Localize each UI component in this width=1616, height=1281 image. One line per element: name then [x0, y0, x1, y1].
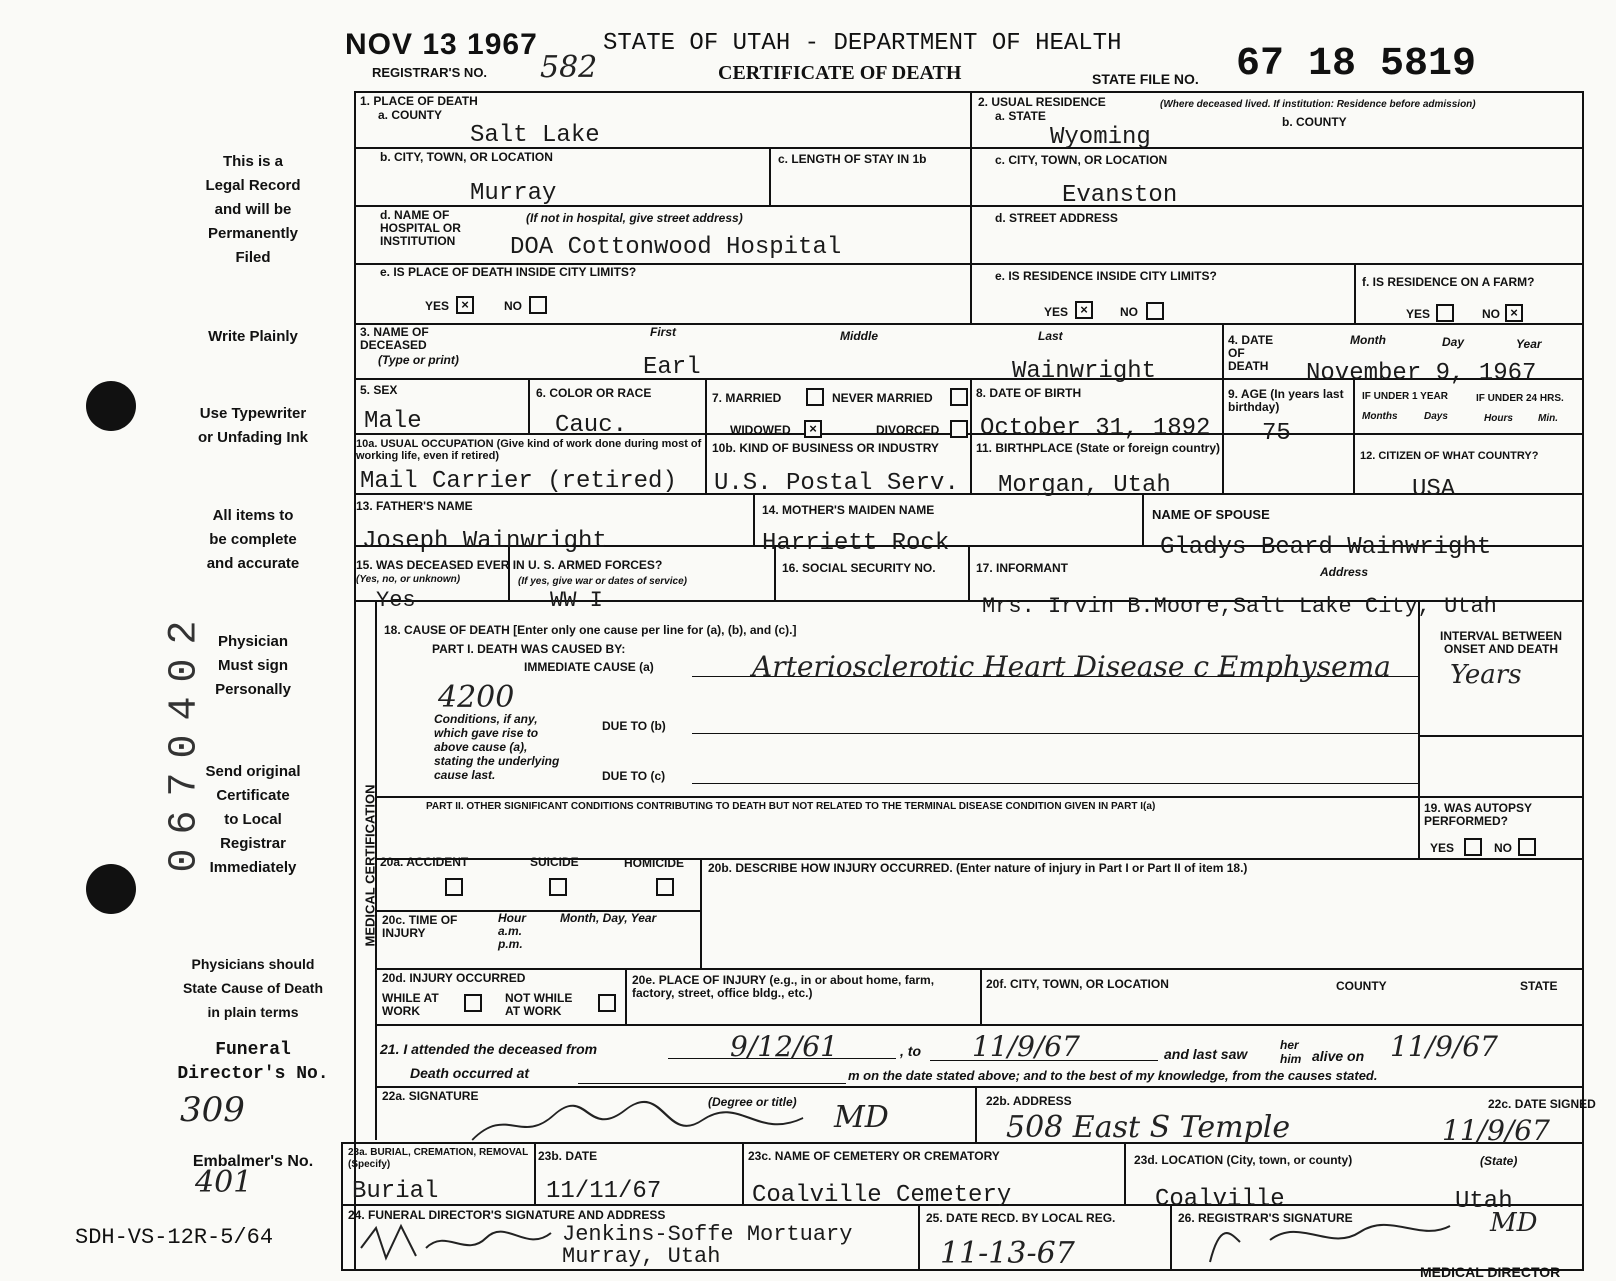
label-interval: INTERVAL BETWEEN ONSET AND DEATH [1439, 629, 1562, 656]
received-stamp: NOV 13 1967 [345, 28, 538, 61]
punch-hole-top [86, 381, 136, 431]
label-armed-note-b: (If yes, give war or dates of service) [518, 576, 687, 587]
label-signature: 22a. SIGNATURE [382, 1089, 479, 1103]
value-physician-address: 508 East S Temple [1006, 1110, 1291, 1145]
label-length-stay: c. LENGTH OF STAY IN 1b [778, 152, 927, 166]
label-hours: Hours [1484, 413, 1513, 424]
value-first-name: Earl [643, 354, 701, 381]
label-location: 23d. LOCATION (City, town, or county) [1134, 1153, 1353, 1167]
label-place-injury: 20e. PLACE OF INJURY (e.g., in or about home, farm, factory, street, office bldg., etc.) [632, 973, 935, 1000]
label-sex: 5. SEX [360, 383, 398, 397]
label-state-a: a. STATE [995, 109, 1046, 123]
state-department-title: STATE OF UTAH - DEPARTMENT OF HEALTH [603, 30, 1122, 57]
funeral-signature-scribble [356, 1218, 556, 1266]
value-date-recd: 11-13-67 [940, 1236, 1075, 1271]
label-citizen: 12. CITIZEN OF WHAT COUNTRY? [1360, 450, 1539, 462]
value-attended-from: 9/12/61 [730, 1030, 838, 1063]
value-funeral-city: Murray, Utah [562, 1244, 721, 1269]
label-injury-state: STATE [1520, 979, 1558, 993]
label-cemetery: 23c. NAME OF CEMETERY OR CREMATORY [748, 1149, 1000, 1163]
checkbox-place-inside-city-no[interactable] [529, 296, 547, 314]
value-registrar-md: MD [1490, 1208, 1538, 1238]
label-part1: PART I. DEATH WAS CAUSED BY: [432, 642, 626, 656]
value-citizen: USA [1412, 476, 1456, 503]
checkbox-while-work[interactable] [464, 994, 482, 1012]
registrar-no: 582 [540, 50, 598, 85]
label-burial: 23a. BURIAL, CREMATION, REMOVAL (Specify) [348, 1147, 529, 1170]
certificate-title: CERTIFICATE OF DEATH [718, 62, 962, 84]
state-file-label: STATE FILE NO. [1092, 71, 1199, 87]
label-address-22b: 22b. ADDRESS [986, 1094, 1072, 1108]
vertical-serial-number: 0670402 [162, 606, 208, 873]
label-never-married: NEVER MARRIED [832, 391, 933, 405]
value-date-signed: 11/9/67 [1442, 1114, 1550, 1147]
value-informant: Mrs. Irvin B.Moore,Salt Lake City, Utah [982, 594, 1497, 619]
label-married: 7. MARRIED [712, 391, 782, 405]
label-hospital: d. NAME OF HOSPITAL OR INSTITUTION [380, 208, 461, 248]
label-injury-county: COUNTY [1336, 979, 1387, 993]
sidebar-embalmer-label: Embalmer's No. [192, 1153, 314, 1170]
checkbox-not-while-work[interactable] [598, 994, 616, 1012]
label-hour-am-pm: Hour a.m. p.m. [498, 911, 526, 951]
sidebar-typewriter: Use Typewriter or Unfading Ink [198, 405, 308, 446]
label-date-death: 4. DATE OF DEATH [1228, 333, 1274, 373]
value-immediate-cause: Arteriosclerotic Heart Disease c Emphysema [752, 650, 1391, 683]
label-to: , to [900, 1043, 921, 1059]
label-alive-on: alive on [1312, 1048, 1365, 1064]
registrar-signature [1200, 1212, 1460, 1272]
checkbox-accident[interactable] [445, 878, 463, 896]
label-name-deceased: 3. NAME OF DECEASED [360, 325, 429, 352]
label-year: Year [1516, 337, 1542, 351]
label-injury-desc: 20b. DESCRIBE HOW INJURY OCCURRED. (Enter nature of injury in Part I or Part II of item 18.) [708, 861, 1248, 875]
label-date-recd: 25. DATE RECD. BY LOCAL REG. [926, 1211, 1116, 1225]
value-funeral-home: Jenkins-Soffe Mortuary [562, 1222, 853, 1247]
checkbox-place-inside-city-yes[interactable]: × [456, 296, 474, 314]
label-yes-2: YES [1044, 305, 1069, 319]
label-medical-certification: MEDICAL CERTIFICATION [362, 784, 378, 947]
label-death-occurred: Death occurred at [410, 1065, 530, 1081]
label-widowed: WIDOWED [730, 423, 791, 437]
label-not-while-work: NOT WHILE AT WORK [505, 991, 573, 1018]
value-county: Salt Lake [470, 122, 600, 149]
value-location-state: Utah [1455, 1188, 1513, 1215]
form-number: SDH-VS-12R-5/64 [75, 1225, 274, 1250]
sidebar-write-plainly: Write Plainly [208, 328, 298, 345]
value-race: Cauc. [555, 412, 628, 439]
value-occupation: Mail Carrier (retired) [360, 468, 677, 495]
label-inside-city: e. IS PLACE OF DEATH INSIDE CITY LIMITS? [380, 265, 637, 279]
label-conditions: Conditions, if any, which gave rise to above cause (a), stating the underlying cause last. [434, 712, 560, 782]
label-yes-3: YES [1406, 307, 1431, 321]
value-res-state: Wyoming [1050, 124, 1151, 151]
label-due-c: DUE TO (c) [602, 769, 666, 783]
label-hospital-note: (If not in hospital, give street address) [526, 211, 743, 225]
value-father: Joseph Wainwright [362, 528, 607, 555]
value-res-city: Evanston [1062, 182, 1178, 209]
value-attended-to: 11/9/67 [972, 1030, 1080, 1063]
label-usual-residence: 2. USUAL RESIDENCE [978, 95, 1106, 109]
value-burial: Burial [352, 1178, 439, 1205]
label-days: Days [1424, 411, 1448, 422]
label-due-b: DUE TO (b) [602, 719, 666, 733]
label-informant: 17. INFORMANT [976, 561, 1069, 575]
label-county-a: a. COUNTY [378, 108, 443, 122]
label-cause-death: 18. CAUSE OF DEATH [Enter only one cause per line for (a), (b), and (c).] [384, 623, 797, 637]
sidebar-legal-record: This is a Legal Record and will be Permanently Filed [205, 153, 301, 266]
checkbox-autopsy-no[interactable] [1518, 838, 1536, 856]
value-interval: Years [1450, 660, 1522, 690]
label-ssn: 16. SOCIAL SECURITY NO. [782, 561, 936, 575]
label-part2: PART II. OTHER SIGNIFICANT CONDITIONS CONTRIBUTING TO DEATH BUT NOT RELATED TO THE TERMINAL DISEASE CONDITION GIVEN IN PART I(a) [426, 801, 1156, 812]
label-middle: Middle [840, 329, 878, 343]
sidebar-all-items: All items to be complete and accurate [206, 507, 300, 572]
sidebar-physicians-state: Physicians should State Cause of Death in plain terms [182, 956, 324, 1020]
checkbox-divorced[interactable] [950, 420, 968, 438]
label-time-injury: 20c. TIME OF INJURY [382, 913, 458, 940]
label-autopsy: 19. WAS AUTOPSY PERFORMED? [1424, 801, 1532, 828]
embalmer-no: 401 [195, 1165, 253, 1200]
label-under-1yr: IF UNDER 1 YEAR [1362, 391, 1448, 402]
value-last-saw: 11/9/67 [1390, 1030, 1498, 1063]
value-spouse: Gladys Beard Wainwright [1160, 534, 1492, 561]
registrar-signature-scribble [1200, 1212, 1460, 1268]
checkbox-res-inside-city-no[interactable] [1146, 302, 1164, 320]
label-homicide: HOMICIDE [624, 856, 684, 870]
funeral-director-no: 309 [180, 1090, 245, 1130]
label-autopsy-yes: YES [1430, 841, 1455, 855]
value-physician-degree: MD [834, 1100, 889, 1135]
registrar-no-label: REGISTRAR'S NO. [372, 65, 488, 80]
label-medical-director: MEDICAL DIRECTOR [1420, 1264, 1561, 1280]
label-while-work: WHILE AT WORK [382, 991, 439, 1018]
label-degree: (Degree or title) [708, 1095, 797, 1109]
checkbox-homicide[interactable] [656, 878, 674, 896]
value-last-name: Wainwright [1012, 358, 1157, 385]
value-war: WW I [550, 588, 603, 613]
label-spouse: NAME OF SPOUSE [1152, 507, 1270, 522]
label-date-signed: 22c. DATE SIGNED [1488, 1097, 1596, 1111]
checkbox-autopsy-yes[interactable] [1464, 838, 1482, 856]
label-first: First [650, 325, 677, 339]
label-state-23: (State) [1480, 1154, 1518, 1168]
checkbox-widowed[interactable]: × [804, 420, 822, 438]
label-res-city: c. CITY, TOWN, OR LOCATION [995, 153, 1168, 167]
label-date-23b: 23b. DATE [538, 1149, 598, 1163]
label-place-of-death: 1. PLACE OF DEATH [360, 94, 478, 108]
label-injury-occurred: 20d. INJURY OCCURRED [382, 971, 526, 985]
checkbox-farm-no[interactable]: × [1505, 304, 1523, 322]
label-day: Day [1442, 335, 1465, 349]
label-attended-from: 21. I attended the deceased from [380, 1041, 598, 1057]
value-cause-code: 4200 [438, 680, 515, 715]
label-occupation: 10a. USUAL OCCUPATION (Give kind of work done during most of working life, even if retired) [356, 438, 702, 462]
label-min: Min. [1538, 413, 1558, 424]
label-armed-note-a: (Yes, no, or unknown) [356, 574, 461, 585]
label-death-statement: m on the date stated above; and to the best of my knowledge, from the causes stated. [848, 1068, 1378, 1083]
label-business: 10b. KIND OF BUSINESS OR INDUSTRY [712, 441, 939, 455]
value-burial-date: 11/11/67 [546, 1178, 662, 1205]
label-county-b: b. COUNTY [1282, 115, 1347, 129]
label-no-3: NO [1482, 307, 1500, 321]
label-him-her: her him [1280, 1038, 1302, 1066]
checkbox-never-married[interactable] [950, 388, 968, 406]
label-dob: 8. DATE OF BIRTH [976, 386, 1082, 400]
label-usual-residence-note: (Where deceased lived. If institution: Residence before admission) [1160, 99, 1476, 110]
label-accident: 20a. ACCIDENT [380, 855, 469, 869]
label-father: 13. FATHER'S NAME [356, 499, 473, 513]
value-hospital: DOA Cottonwood Hospital [510, 234, 842, 261]
label-address: Address [1320, 565, 1369, 579]
label-type-print: (Type or print) [378, 353, 459, 367]
value-dob: October 31, 1892 [980, 415, 1211, 442]
value-cemetery: Coalville Cemetery [752, 1182, 1012, 1209]
value-location: Coalville [1155, 1186, 1285, 1213]
label-months: Months [1362, 411, 1398, 422]
checkbox-suicide[interactable] [549, 878, 567, 896]
value-age: 75 [1262, 420, 1291, 447]
checkbox-farm-yes[interactable] [1436, 304, 1454, 322]
funeral-director-signature [356, 1218, 556, 1270]
checkbox-married[interactable] [806, 388, 824, 406]
label-immediate-cause: IMMEDIATE CAUSE (a) [524, 660, 654, 674]
value-mother: Harriett Rock [762, 530, 950, 557]
value-sex: Male [364, 408, 422, 435]
label-suicide: SUICIDE [530, 855, 579, 869]
label-month-day-year: Month, Day, Year [560, 911, 657, 925]
sidebar-send-original: Send original Certificate to Local Registrar Immediately [205, 763, 301, 876]
checkbox-res-inside-city-yes[interactable]: × [1075, 301, 1093, 319]
value-birthplace: Morgan, Utah [998, 472, 1171, 499]
label-armed-forces: 15. WAS DECEASED EVER IN U. S. ARMED FORCES? [356, 558, 663, 572]
label-yes-1: YES [425, 299, 450, 313]
label-age: 9. AGE (In years last birthday) [1228, 387, 1344, 414]
state-file-number: 67 18 5819 [1236, 42, 1477, 87]
label-month: Month [1350, 333, 1386, 347]
punch-hole-bottom [86, 864, 136, 914]
label-funeral-sig: 24. FUNERAL DIRECTOR'S SIGNATURE AND ADDRESS [348, 1208, 666, 1222]
label-birthplace: 11. BIRTHPLACE (State or foreign country) [976, 441, 1221, 455]
label-city-b: b. CITY, TOWN, OR LOCATION [380, 150, 553, 164]
label-under-24: IF UNDER 24 HRS. [1476, 393, 1564, 404]
label-registrar-sig: 26. REGISTRAR'S SIGNATURE [1178, 1211, 1353, 1225]
label-no-1: NO [504, 299, 522, 313]
label-last: Last [1038, 329, 1063, 343]
value-armed-yes: Yes [376, 588, 416, 613]
value-date-death: November 9, 1967 [1306, 360, 1537, 387]
label-farm: f. IS RESIDENCE ON A FARM? [1362, 275, 1535, 289]
label-street-address: d. STREET ADDRESS [995, 211, 1118, 225]
label-divorced: DIVORCED [876, 423, 940, 437]
label-autopsy-no: NO [1494, 841, 1512, 855]
label-injury-city: 20f. CITY, TOWN, OR LOCATION [986, 977, 1169, 991]
label-race: 6. COLOR OR RACE [536, 386, 652, 400]
sidebar-physician-sign: Physician Must sign Personally [215, 633, 291, 698]
sidebar-funeral-no-label: Funeral Director's No. [177, 1040, 329, 1084]
label-no-2: NO [1120, 305, 1138, 319]
value-city: Murray [470, 180, 557, 207]
value-business: U.S. Postal Serv. [714, 470, 959, 497]
label-last-saw: and last saw [1164, 1046, 1248, 1062]
label-mother: 14. MOTHER'S MAIDEN NAME [762, 503, 935, 517]
label-res-inside-city: e. IS RESIDENCE INSIDE CITY LIMITS? [995, 269, 1217, 283]
